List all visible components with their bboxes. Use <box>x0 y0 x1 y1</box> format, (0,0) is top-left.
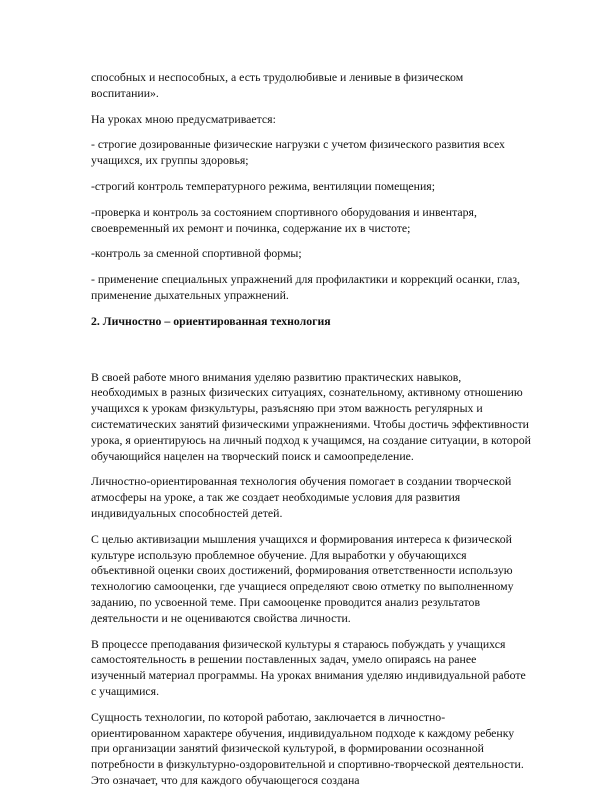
list-item-exercises: - применение специальных упражнений для профилактики и коррекций осанки, глаз, применение дыхательных упражнений. <box>91 272 520 302</box>
list-item-loads: - строгие дозированные физические нагрузки с учетом физического развития всех учащихся, их группы здоровья; <box>91 137 505 168</box>
paragraph-essence: Сущность технологии, по которой работаю, заключается в личностно-ориентированном характере обучения, индивидуальном подходе к каждому ребенку при организации занятий физической культурой, в формировании осознанной потребности в физкультурно-оздоровительной и спортивно-творческой деятельности. Это означает, что для каждого обучающегося создана <box>91 709 524 787</box>
paragraph-quote-end: способных и неспособных, а есть трудолюбивые и ленивые в физическом воспитании». <box>91 70 464 100</box>
paragraph-intro-list: На уроках мною предусматривается: <box>91 111 276 126</box>
paragraph-personal-technology: Личностно-ориентированная технология обучения помогает в создании творческой атмосферы на уроке, а так же создает необходимые условия для развития индивидуальных способностей детей. <box>91 474 512 520</box>
list-item-temperature: -строгий контроль температурного режима, вентиляции помещения; <box>91 178 435 193</box>
paragraph-problem-learning: С целью активизации мышления учащихся и формирования интереса к физической культуре использую проблемное обучение. Для выработки у обучающихся объективной оценки своих достижений, формирования ответственности использую технологию самооценки, где учащиеся определяют свою отметку по выполненному заданию, по усвоенной теме. При самооценке проводится анализ результатов деятельности и не оцениваются свойства личности. <box>91 531 514 625</box>
document-body <box>91 70 531 799</box>
section-heading: 2. Личностно – ориентированная технология <box>91 313 331 328</box>
paragraph-independence: В процессе преподавания физической культуры я стараюсь побуждать у учащихся самостоятельность в решении поставленных задач, умело опираясь на ранее изученный материал программы. На уроках внимания уделяю индивидуальной работе с учащимися. <box>91 636 526 698</box>
paragraph-practical-skills: В своей работе много внимания уделяю развитию практических навыков, необходимых в разных физических ситуациях, сознательному, активному отношению учащихся к урокам физкультуры, разъясняю при этом важность регулярных и систематических занятий физическими упражнениями. Чтобы достичь эффективности урока, я ориентируюсь на личный подход к учащимся, на создание ситуации, в которой обучающийся нацелен на творческий поиск и самоопределение. <box>91 369 531 463</box>
list-item-uniform: -контроль за сменной спортивной формы; <box>91 246 302 261</box>
list-item-equipment: -проверка и контроль за состоянием спортивного оборудования и инвентаря, своевременный их ремонт и починка, содержание их в чистоте; <box>91 204 477 235</box>
